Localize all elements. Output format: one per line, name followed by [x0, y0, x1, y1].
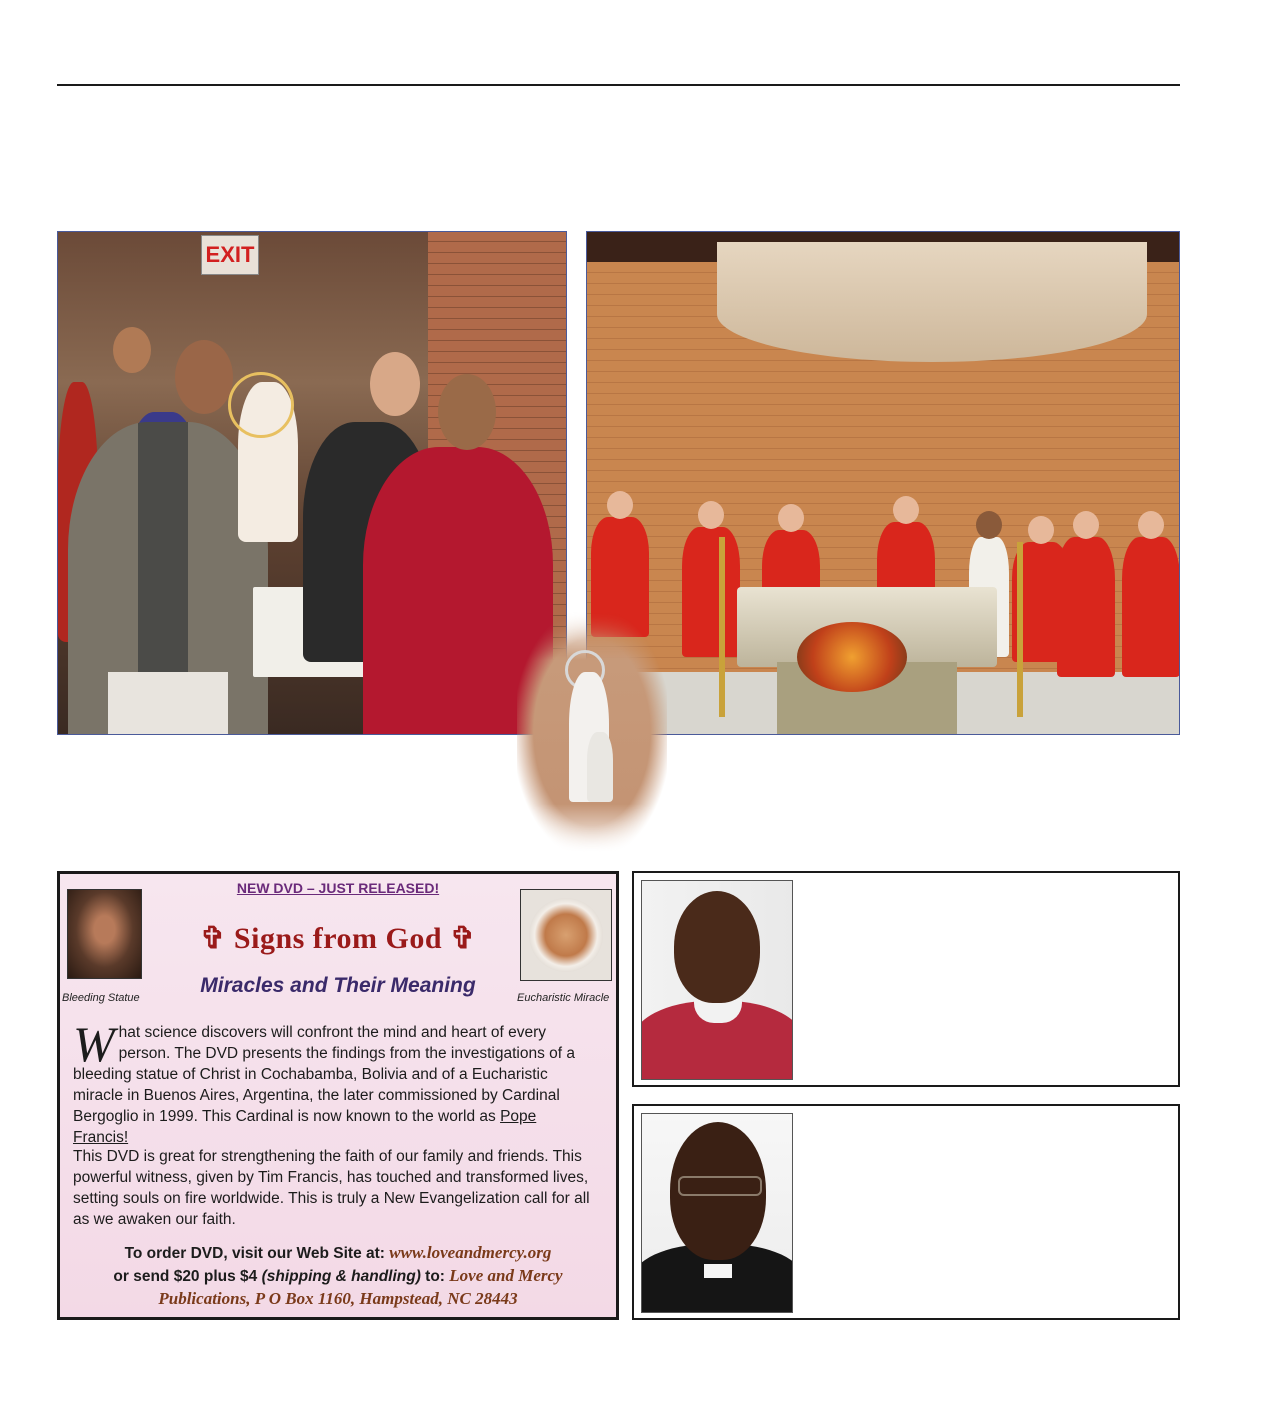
- man-red-head: [438, 374, 496, 450]
- order-line-2: or send $20 plus $4: [113, 1268, 262, 1285]
- statue-halo: [228, 372, 294, 438]
- ad-headline: NEW DVD – JUST RELEASED!: [236, 880, 440, 896]
- profile-box: [632, 1104, 1180, 1320]
- ad-title: ✞ Signs from God ✞: [200, 922, 476, 955]
- man-grey-head: [175, 340, 233, 414]
- publisher-name: Love and Mercy: [449, 1266, 563, 1285]
- top-rule: [57, 84, 1180, 86]
- eyeglasses: [678, 1176, 762, 1196]
- pope-francis-text: Pope Francis!: [73, 1108, 537, 1146]
- altar-photo: [586, 231, 1180, 735]
- caption-bleeding-statue: Bleeding Statue: [62, 992, 140, 1004]
- mural: [717, 242, 1147, 362]
- procession-photo: [57, 231, 567, 735]
- priest-portrait: [641, 1113, 793, 1313]
- order-line-2-to: to:: [420, 1268, 450, 1285]
- flower-arrangement: [797, 622, 907, 692]
- white-pants: [108, 672, 228, 735]
- dvd-advertisement: [57, 871, 619, 1320]
- priest-figure: [682, 527, 740, 657]
- priest-figure: [1122, 537, 1180, 677]
- profile-box: [632, 871, 1180, 1087]
- ad-paragraph-1-text: hat science discovers will confront the mind and heart of every person. The DVD presents the findings from the investigations of a bleeding statue of Christ in Cochabamba, Bolivia and of a Eucharistic miracle in Buenos Aires, Argentina, the later commissioned by Cardinal Bergoglio in 1999. This Cardinal is now known to the world as: [73, 1024, 576, 1125]
- exit-sign: EXIT: [201, 235, 259, 275]
- clerical-collar: [704, 1264, 732, 1278]
- statue-inset-photo: [517, 612, 667, 852]
- order-website-link[interactable]: www.loveandmercy.org: [389, 1243, 552, 1262]
- caption-eucharistic-miracle: Eucharistic Miracle: [517, 992, 610, 1004]
- priest-figure: [1057, 537, 1115, 677]
- publisher-address: Publications, P O Box 1160, Hampstead, NC 28443: [158, 1289, 518, 1308]
- shipping-note: (shipping & handling): [261, 1268, 421, 1285]
- child-statue-figure: [587, 732, 613, 802]
- drop-cap: W: [73, 1016, 115, 1072]
- ad-paragraph-1: [73, 1016, 593, 1148]
- priest-portrait: [641, 880, 793, 1080]
- face: [674, 891, 760, 1003]
- person-head: [113, 327, 151, 373]
- order-info: [60, 1242, 616, 1310]
- order-line-1: To order DVD, visit our Web Site at:: [124, 1245, 390, 1262]
- ad-paragraph-2: This DVD is great for strengthening the faith of our family and friends. This powerful witness, given by Tim Francis, has touched and transformed lives, setting souls on fire worldwide. This is truly a New Evangelization call for all as we awaken our faith.: [73, 1148, 590, 1228]
- man-black-head: [370, 352, 420, 416]
- candlestick: [719, 537, 725, 717]
- ad-subtitle: Miracles and Their Meaning: [200, 974, 476, 997]
- candlestick: [1017, 542, 1023, 717]
